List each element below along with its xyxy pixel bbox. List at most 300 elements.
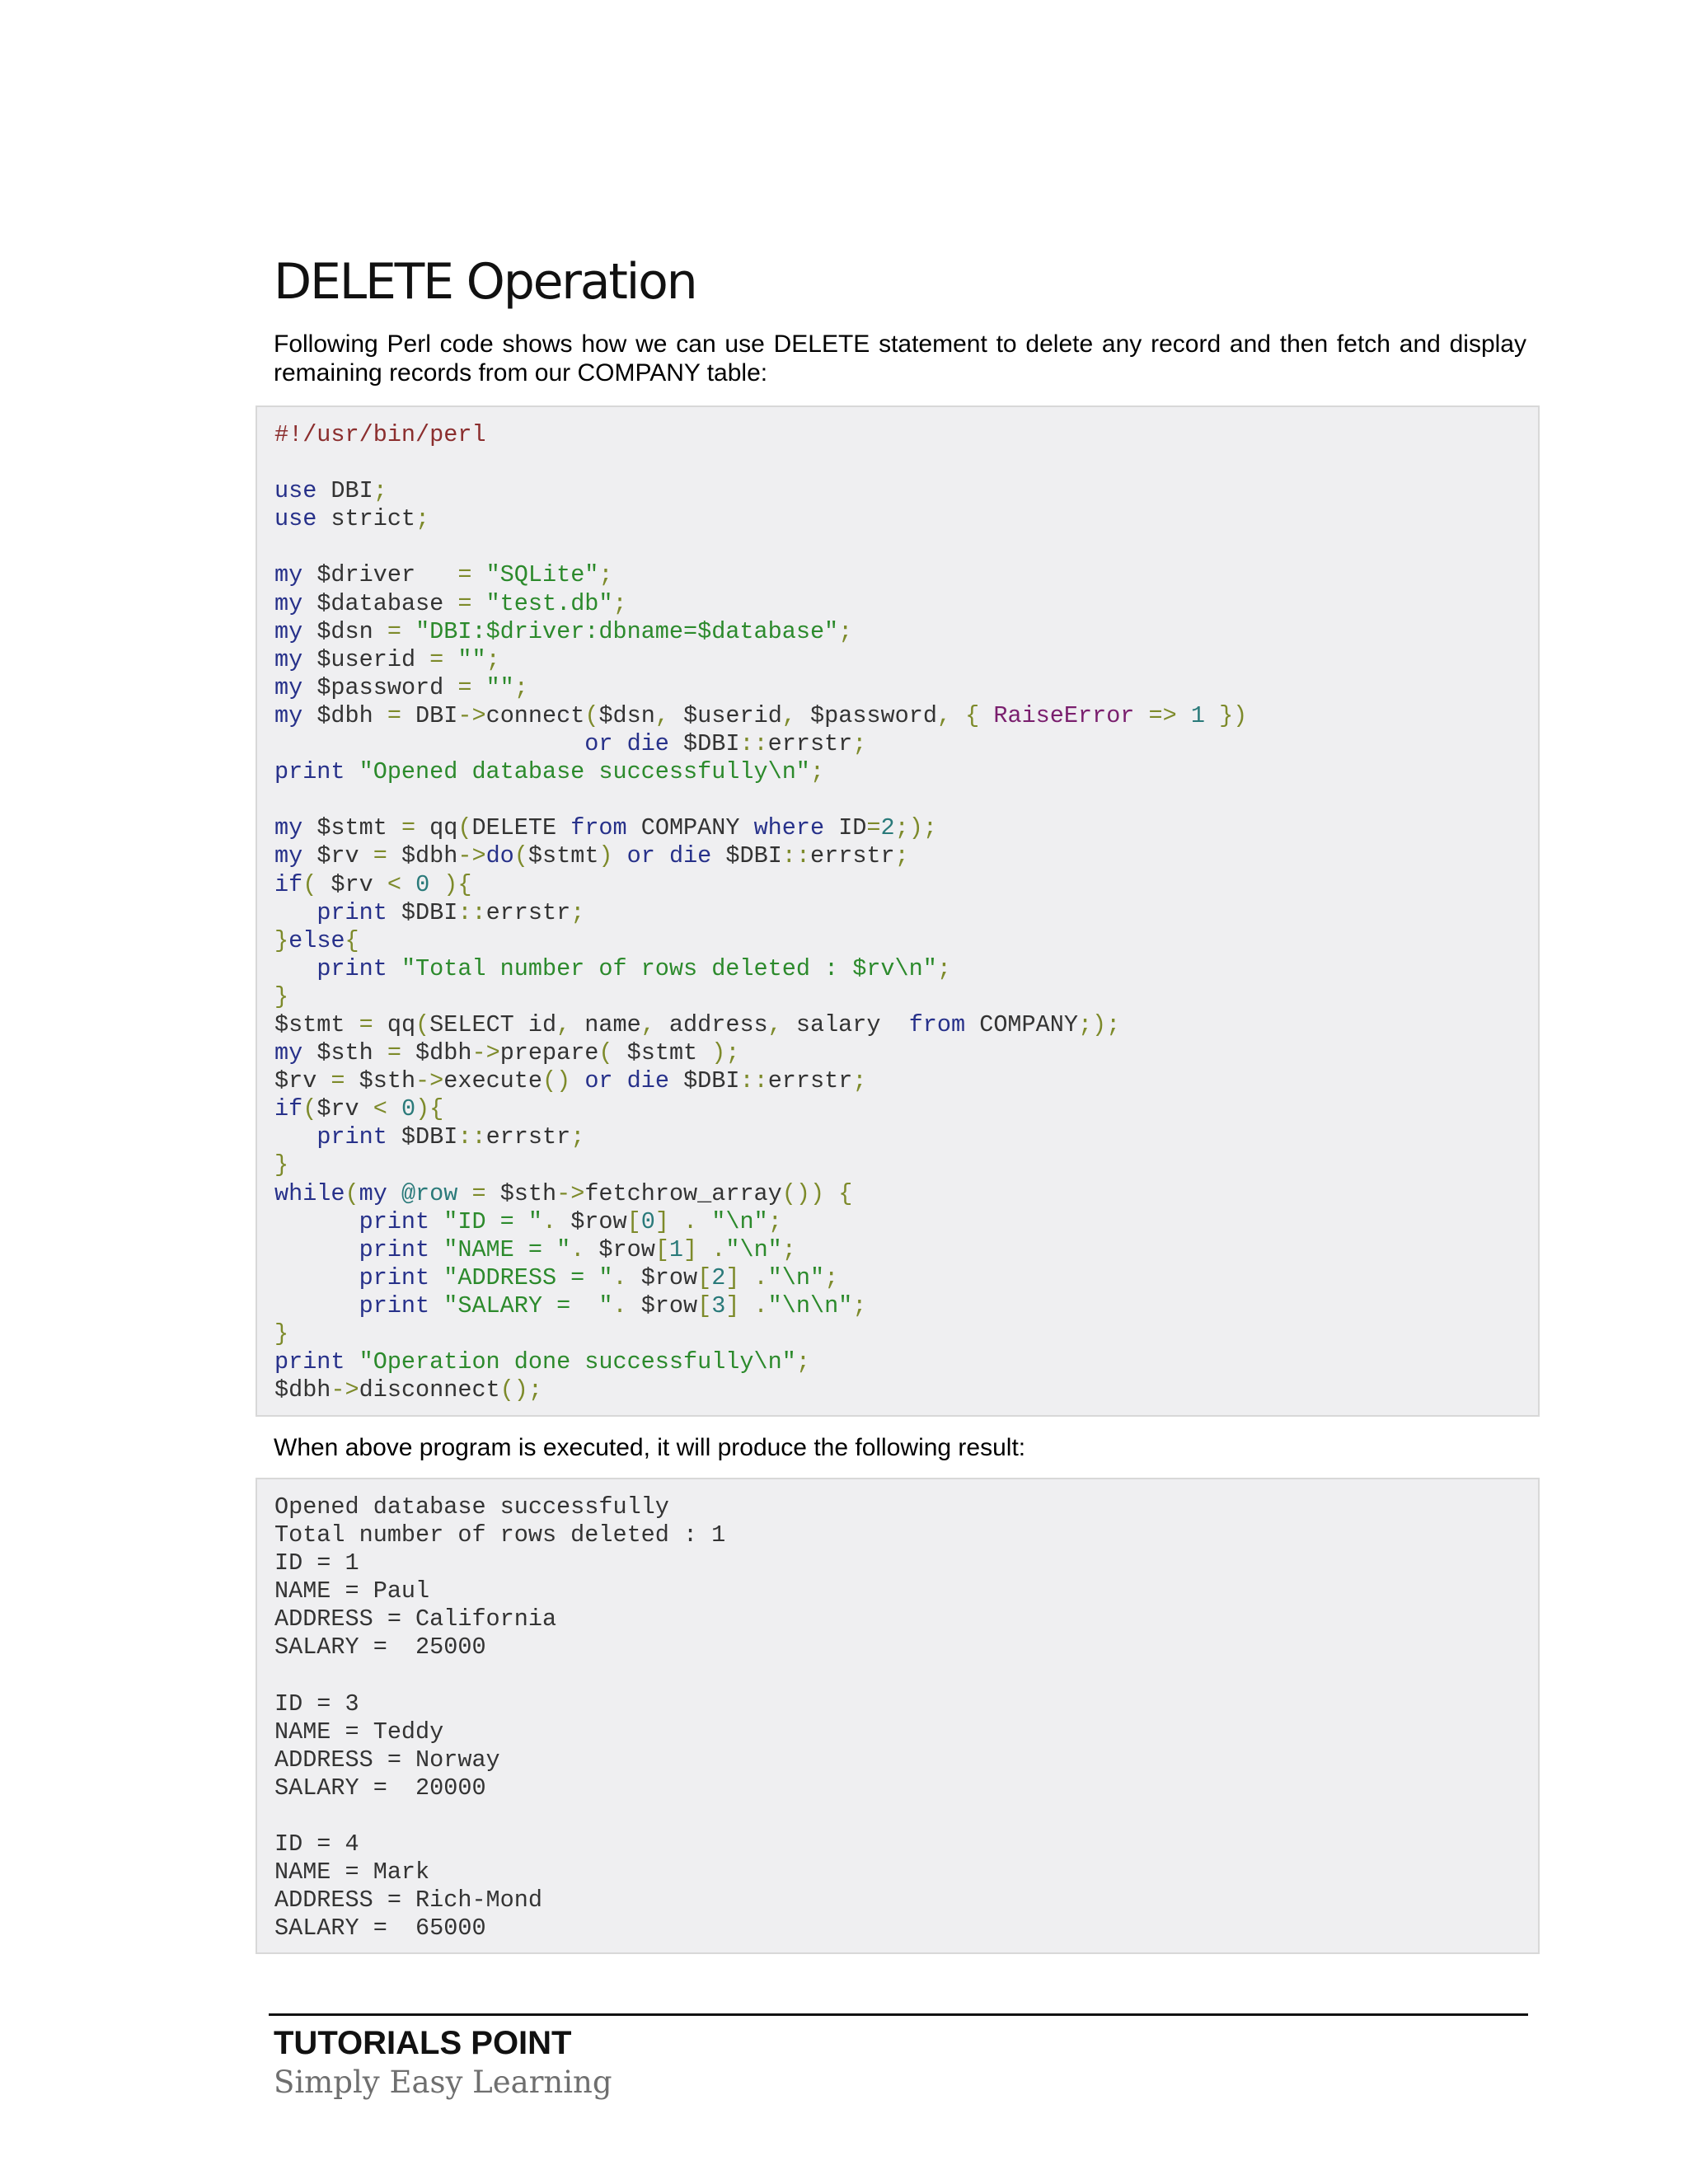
code-token [274, 899, 316, 926]
code-line [274, 618, 1538, 646]
section-heading: DELETE Operation [274, 253, 696, 311]
code-token: my [274, 589, 303, 617]
code-line [274, 1180, 1538, 1208]
code-token: die [668, 842, 712, 870]
code-token: 2 [880, 814, 895, 842]
code-token: ] [725, 1263, 740, 1291]
code-token: ; [894, 842, 909, 870]
code-token: } [274, 926, 289, 954]
code-token: 2 [711, 1263, 726, 1291]
code-token: "SQLite" [485, 561, 599, 589]
code-token: { [965, 701, 980, 729]
code-token: ;); [894, 814, 937, 842]
code-token: $dbh [401, 1039, 472, 1067]
output-line: ID = 4 [274, 1830, 359, 1858]
code-token [387, 955, 401, 982]
code-line [274, 1236, 1538, 1264]
code-token [443, 646, 457, 673]
code-token: () [542, 1067, 571, 1095]
code-token: $row [626, 1263, 698, 1291]
code-token: "ID = " [443, 1207, 542, 1235]
code-line [274, 1376, 1538, 1404]
code-token: while [274, 1179, 345, 1207]
code-token [739, 1264, 753, 1291]
code-token: = [359, 1010, 373, 1038]
code-token: "" [485, 673, 514, 701]
code-token: . [542, 1207, 557, 1235]
code-token: $stmt [274, 1010, 359, 1038]
code-token: or [584, 730, 613, 758]
code-token: , [936, 701, 952, 729]
code-token: } [274, 1151, 289, 1179]
code-token: ){ [415, 1095, 444, 1123]
output-line: SALARY = 65000 [274, 1915, 486, 1943]
code-token: ;); [1077, 1010, 1121, 1038]
code-token: "ADDRESS = " [443, 1263, 613, 1291]
code-token [274, 1123, 316, 1151]
code-token: [ [626, 1207, 641, 1235]
code-token: ){ [443, 870, 472, 898]
output-line: ID = 1 [274, 1549, 359, 1577]
code-token: (); [499, 1376, 542, 1404]
code-token: . [612, 1263, 627, 1291]
code-token: use [274, 477, 317, 505]
code-token: = [387, 617, 401, 645]
code-token: my [274, 1039, 303, 1067]
code-token: print [316, 954, 387, 982]
code-token: :: [739, 1067, 768, 1095]
code-token: ; [852, 730, 867, 758]
code-token: -> [331, 1376, 359, 1404]
code-line [274, 702, 1538, 730]
code-token: -> [471, 1039, 500, 1067]
code-token: < [373, 1095, 387, 1123]
code-token: $DBI [387, 898, 458, 926]
code-token: "" [457, 645, 486, 673]
code-token [387, 1180, 401, 1207]
code-token: $dsn [302, 617, 387, 645]
code-token [697, 1236, 711, 1263]
code-token: ; [781, 1235, 796, 1263]
code-token: @row [401, 1179, 458, 1207]
code-token: ; [809, 758, 825, 786]
code-token: DELETE [471, 814, 571, 842]
code-token: = [387, 701, 401, 729]
code-token: -> [457, 701, 486, 729]
code-token: my [274, 617, 303, 645]
code-token [471, 590, 485, 617]
code-token: -> [556, 1179, 585, 1207]
intro-paragraph: Following Perl code shows how we can use DELETE statement to delete any record and then fetch and display remaining records from our COMPANY table: [274, 330, 1526, 387]
code-token: ; [612, 589, 627, 617]
code-token: ; [852, 1291, 867, 1319]
code-token: "\n" [725, 1235, 782, 1263]
code-token: errstr [485, 1123, 571, 1151]
code-token: errstr [485, 898, 571, 926]
code-token: ( [457, 814, 472, 842]
code-token: 1 [668, 1235, 684, 1263]
code-token: address [654, 1010, 768, 1038]
code-token: ; [570, 1123, 585, 1151]
code-token [613, 842, 627, 869]
code-token [401, 871, 415, 898]
code-token: fetchrow_array [584, 1179, 782, 1207]
code-line [274, 590, 1538, 618]
code-token: print [359, 1235, 430, 1263]
code-token: connect [485, 701, 585, 729]
code-token: $database [302, 589, 458, 617]
code-token: DBI [316, 477, 373, 505]
code-token [274, 1292, 359, 1319]
code-token: ] [683, 1235, 698, 1263]
code-token: } [274, 982, 289, 1010]
program-output-block [256, 1478, 1540, 1954]
code-token: from [570, 814, 627, 842]
code-token: $stmt [528, 842, 599, 870]
code-token: = [331, 1067, 345, 1095]
code-token [274, 1264, 359, 1291]
code-token: "\n" [767, 1263, 825, 1291]
code-token: [ [697, 1263, 712, 1291]
code-token: "SALARY = " [443, 1291, 613, 1319]
code-token: my [274, 673, 303, 701]
output-line: Total number of rows deleted : 1 [274, 1521, 726, 1549]
code-line [274, 1208, 1538, 1236]
code-token: my [274, 561, 303, 589]
code-token: $password [302, 673, 458, 701]
output-line: ADDRESS = California [274, 1605, 557, 1633]
code-token: } [274, 1320, 289, 1347]
code-token: strict [316, 505, 416, 533]
code-token: { [345, 926, 359, 954]
code-token [429, 871, 443, 898]
output-line: ADDRESS = Rich-Mond [274, 1886, 542, 1915]
output-line: Opened database successfully [274, 1493, 669, 1521]
code-token: 3 [711, 1291, 726, 1319]
code-line [274, 927, 1538, 955]
code-line [274, 421, 1538, 449]
code-token: -> [457, 842, 486, 870]
result-note: When above program is executed, it will produce the following result: [274, 1434, 1026, 1461]
code-token: ; [373, 477, 387, 505]
code-token: print [274, 758, 345, 786]
code-token: = [387, 1039, 401, 1067]
code-token [1134, 702, 1148, 729]
code-token [345, 1348, 359, 1376]
code-token [613, 1067, 627, 1094]
code-line [274, 1264, 1538, 1292]
code-token: where [753, 814, 825, 842]
code-token: $rv [274, 1067, 331, 1095]
code-token [429, 1208, 443, 1235]
code-line [274, 1123, 1538, 1151]
code-token [274, 955, 316, 982]
code-token: = [373, 842, 387, 870]
code-token [655, 842, 669, 869]
code-token: ( [345, 1179, 359, 1207]
code-token: $DBI [668, 1067, 740, 1095]
code-token: SELECT id [429, 1010, 557, 1038]
code-line [274, 1348, 1538, 1376]
code-token: my [274, 645, 303, 673]
output-line: ID = 3 [274, 1690, 359, 1718]
code-token: ; [936, 954, 951, 982]
code-token: $row [626, 1291, 698, 1319]
footer-tagline: Simply Easy Learning [274, 2064, 612, 2100]
code-token: ] [654, 1207, 669, 1235]
output-line: SALARY = 20000 [274, 1774, 486, 1802]
code-token: ; [598, 561, 613, 589]
output-line: NAME = Paul [274, 1577, 430, 1605]
code-line [274, 758, 1538, 786]
code-token: COMPANY [626, 814, 754, 842]
code-token: [ [654, 1235, 669, 1263]
code-token: $dbh [302, 701, 387, 729]
code-token: $sth [485, 1179, 557, 1207]
code-line [274, 842, 1538, 870]
code-token: name [570, 1010, 641, 1038]
code-token: die [626, 1067, 669, 1095]
code-token [697, 1208, 711, 1235]
code-token: $sth [345, 1067, 416, 1095]
code-token: COMPANY [965, 1010, 1078, 1038]
code-token [429, 1264, 443, 1291]
code-line [274, 814, 1538, 842]
code-token: print [359, 1207, 430, 1235]
code-token [1177, 702, 1191, 729]
code-token: qq [373, 1010, 416, 1038]
code-token [471, 561, 485, 588]
code-line [274, 955, 1538, 983]
code-token: $driver [302, 561, 458, 589]
code-token: $userid [668, 701, 782, 729]
code-token: ( [598, 1039, 613, 1067]
code-token: print [316, 898, 387, 926]
code-line [274, 646, 1538, 674]
code-token: $DBI [668, 730, 740, 758]
code-token: , [781, 701, 796, 729]
code-token: if [274, 1095, 303, 1123]
code-token: use [274, 505, 317, 533]
code-token: print [316, 1123, 387, 1151]
code-token: print [359, 1291, 430, 1319]
code-token: 0 [401, 1095, 416, 1123]
code-token: ; [415, 505, 430, 533]
output-line: NAME = Teddy [274, 1718, 444, 1746]
code-token: , [767, 1010, 782, 1038]
code-token: => [1148, 701, 1177, 729]
code-token [274, 730, 584, 757]
code-line [274, 449, 1538, 477]
code-token: = [457, 561, 472, 589]
output-line: SALARY = 25000 [274, 1633, 486, 1661]
code-token: ( [584, 701, 599, 729]
code-token: from [908, 1010, 966, 1038]
code-line [274, 899, 1538, 927]
code-token: or [584, 1067, 613, 1095]
code-token: $password [795, 701, 937, 729]
code-token: "test.db" [485, 589, 613, 617]
code-token: my [359, 1179, 387, 1207]
code-line [274, 983, 1538, 1011]
output-line [274, 1802, 1538, 1830]
code-line [274, 786, 1538, 814]
code-token: "\n" [711, 1207, 768, 1235]
code-token: ()) [781, 1179, 825, 1207]
code-token: = [866, 814, 881, 842]
code-token: ; [838, 617, 853, 645]
code-token [612, 730, 626, 757]
code-token: ] [725, 1291, 740, 1319]
code-token: $rv [316, 870, 387, 898]
code-token: print [274, 1348, 345, 1376]
code-token [471, 674, 485, 701]
code-token: = [457, 589, 472, 617]
code-line [274, 561, 1538, 589]
footer-divider [269, 2013, 1528, 2016]
code-line [274, 1039, 1538, 1067]
code-token: ID [824, 814, 867, 842]
code-token: . [753, 1263, 768, 1291]
code-token: "\n\n" [767, 1291, 853, 1319]
code-token [274, 1208, 359, 1235]
code-line [274, 533, 1538, 561]
code-token [669, 1208, 683, 1235]
code-token: disconnect [359, 1376, 500, 1404]
code-token: :: [739, 730, 768, 758]
code-token: -> [415, 1067, 444, 1095]
code-token: do [485, 842, 514, 870]
code-token: ; [795, 1348, 810, 1376]
code-token: ( [415, 1010, 430, 1038]
code-token: "Opened database successfully\n" [359, 758, 810, 786]
code-token: ; [824, 1263, 839, 1291]
code-line [274, 1011, 1538, 1039]
code-token: $rv [302, 842, 373, 870]
code-token: { [838, 1179, 853, 1207]
code-token: $dbh [274, 1376, 331, 1404]
code-token: 0 [640, 1207, 655, 1235]
code-token: :: [457, 1123, 486, 1151]
code-token: or [626, 842, 655, 870]
code-line [274, 1292, 1538, 1320]
code-line [274, 477, 1538, 505]
perl-code [257, 407, 1538, 1404]
code-token: $dsn [598, 701, 655, 729]
program-output [257, 1479, 1538, 1943]
code-token: 1 [1190, 701, 1205, 729]
code-token: . [711, 1235, 726, 1263]
code-token: errstr [810, 842, 895, 870]
code-line [274, 1067, 1538, 1095]
code-token: $stmt [302, 814, 401, 842]
output-line: NAME = Mark [274, 1858, 430, 1886]
code-token [570, 1067, 584, 1094]
code-token: $stmt [612, 1039, 712, 1067]
code-line [274, 674, 1538, 702]
code-token: }) [1219, 701, 1248, 729]
code-token: my [274, 842, 303, 870]
code-token: $row [584, 1235, 655, 1263]
code-token [951, 702, 965, 729]
code-token: ); [711, 1039, 740, 1067]
code-token [429, 1292, 443, 1319]
code-token: $rv [316, 1095, 373, 1123]
code-token [979, 702, 993, 729]
code-token: ( [302, 1095, 317, 1123]
code-token [401, 618, 415, 645]
code-token: ; [852, 1067, 867, 1095]
code-token: ( [302, 870, 317, 898]
code-token: $dbh [387, 842, 458, 870]
code-token: [ [697, 1291, 712, 1319]
code-token [274, 1236, 359, 1263]
code-token: errstr [767, 1067, 853, 1095]
code-token: ; [767, 1207, 782, 1235]
code-token: if [274, 870, 303, 898]
code-token: < [387, 870, 401, 898]
code-token: ( [513, 842, 528, 870]
code-token: ; [485, 645, 500, 673]
output-line: ADDRESS = Norway [274, 1746, 500, 1774]
code-token: ; [513, 673, 528, 701]
code-token: $userid [302, 645, 430, 673]
code-line [274, 871, 1538, 899]
code-token: $DBI [711, 842, 782, 870]
code-line [274, 505, 1538, 533]
perl-code-block [256, 405, 1540, 1417]
code-token: ) [598, 842, 613, 870]
code-token: execute [443, 1067, 542, 1095]
code-token: $row [556, 1207, 627, 1235]
code-token: . [612, 1291, 627, 1319]
code-token: $DBI [387, 1123, 458, 1151]
code-token: "NAME = " [443, 1235, 571, 1263]
code-token [457, 1180, 471, 1207]
code-token: "Total number of rows deleted : $rv\n" [401, 954, 937, 982]
code-token: = [429, 645, 444, 673]
code-token: , [654, 701, 669, 729]
code-token: my [274, 814, 303, 842]
code-token: , [640, 1010, 655, 1038]
code-token: ; [570, 898, 585, 926]
code-token [387, 1095, 401, 1122]
code-token: DBI [401, 701, 458, 729]
code-token: 0 [415, 870, 430, 898]
code-token: = [401, 814, 416, 842]
code-token: "Operation done successfully\n" [359, 1348, 796, 1376]
code-token: die [626, 730, 669, 758]
code-token: prepare [499, 1039, 599, 1067]
code-line [274, 1320, 1538, 1348]
code-token: :: [457, 898, 486, 926]
code-token [824, 1180, 838, 1207]
code-token: salary [781, 1010, 909, 1038]
code-token [1205, 702, 1219, 729]
code-token: RaiseError [993, 701, 1135, 729]
code-token [429, 1236, 443, 1263]
code-token: print [359, 1263, 430, 1291]
code-token: errstr [767, 730, 853, 758]
code-token: = [457, 673, 472, 701]
code-token: :: [781, 842, 811, 870]
code-token: . [570, 1235, 585, 1263]
code-token: "DBI:$driver:dbname=$database" [415, 617, 839, 645]
code-token: else [288, 926, 345, 954]
code-token [345, 758, 359, 785]
code-token: . [753, 1291, 768, 1319]
code-line [274, 1151, 1538, 1179]
